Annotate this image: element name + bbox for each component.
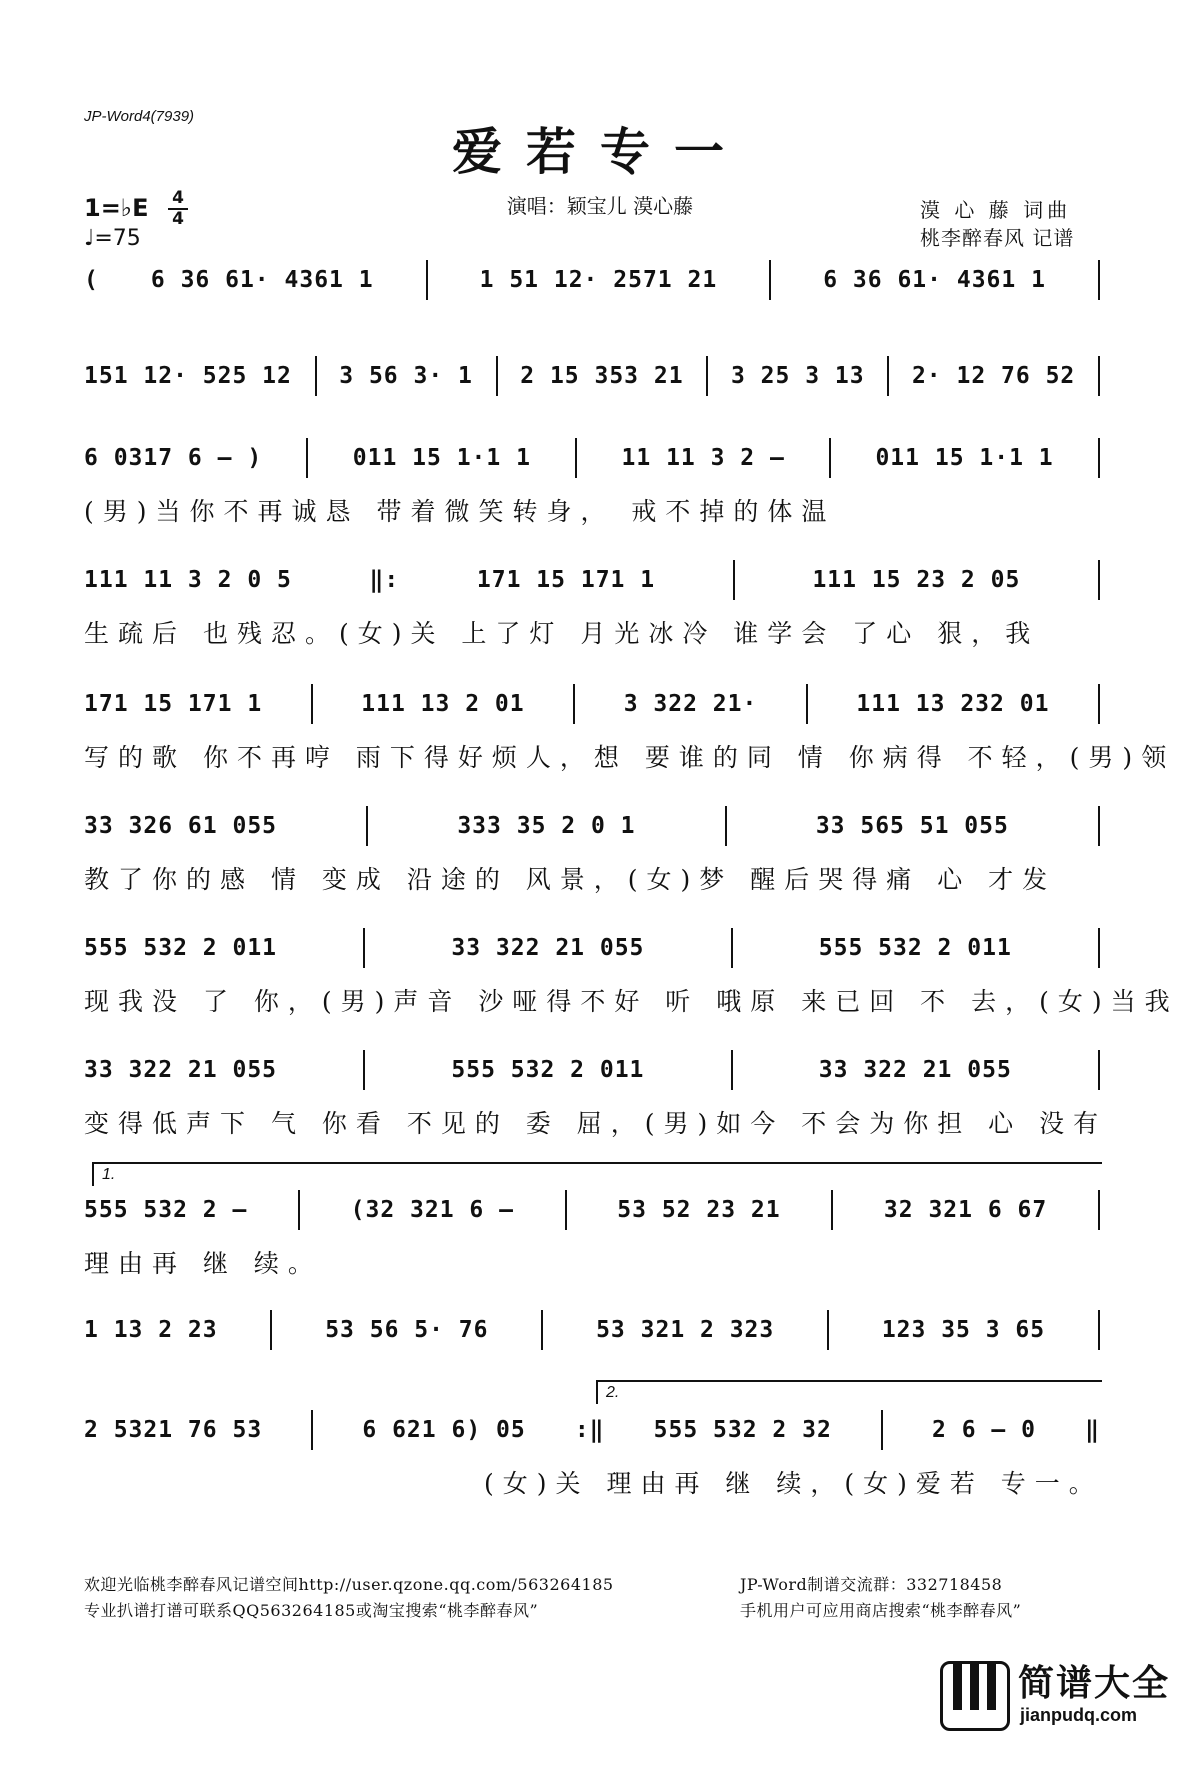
barline — [573, 684, 575, 724]
notes-row — [84, 1192, 1100, 1228]
second-ending-bracket — [596, 1380, 1102, 1404]
barline — [769, 260, 771, 300]
note-group: 011 15 1·1 1 — [875, 445, 1054, 471]
notes-row — [84, 440, 1100, 476]
barline — [1098, 806, 1100, 846]
barline — [311, 1410, 313, 1450]
barline — [363, 928, 365, 968]
repeat-end-barline: :‖ — [574, 1417, 605, 1443]
note-group: 555 532 2 – — [84, 1197, 248, 1223]
note-group: 2· 12 76 52 — [911, 363, 1076, 389]
note-group: 33 322 21 055 — [84, 1057, 278, 1083]
note-group: 33 326 61 055 — [84, 813, 278, 839]
barline — [270, 1310, 272, 1350]
note-group: 011 15 1·1 1 — [352, 445, 531, 471]
notes-row — [84, 562, 1100, 598]
footer-line-1-left: 欢迎光临桃李醉春风记谱空间http://user.qzone.qq.com/563264185 — [84, 1575, 614, 1594]
lyrics-line: 教了你的感 情 变成 沿途的 风景，(女)梦 醒后哭得痛 心 才发 — [84, 865, 1057, 894]
final-barline: ‖ — [1085, 1417, 1100, 1443]
notes-row — [84, 1052, 1100, 1088]
note-group: 6 621 6) 05 — [362, 1417, 526, 1443]
notes-row — [84, 808, 1100, 844]
footer-line-2-right: 手机用户可应用商店搜索“桃李醉春风” — [740, 1601, 1022, 1620]
note-group: 333 35 2 0 1 — [457, 813, 636, 839]
note-group: 555 532 2 011 — [451, 1057, 645, 1083]
song-title: 爱若专一 — [452, 122, 748, 181]
barline — [733, 560, 735, 600]
repeat-start-barline: ‖: — [369, 567, 400, 593]
lyrics-line: 变得低声下 气 你看 不见的 委 屈，(男)如今 不会为你担 心 没有 — [84, 1109, 1108, 1138]
barline — [831, 1190, 833, 1230]
meter-top: 4 — [172, 188, 184, 208]
barline — [1098, 260, 1100, 300]
barline — [541, 1310, 543, 1350]
barline — [827, 1310, 829, 1350]
lyrics-line: 现我没 了 你，(男)声音 沙哑得不好 听 哦原 来已回 不 去，(女)当我 — [84, 987, 1179, 1016]
note-group: 53 56 5· 76 — [325, 1317, 489, 1343]
note-group: 3 322 21· — [623, 691, 758, 717]
barline — [1098, 928, 1100, 968]
first-ending-bracket — [92, 1162, 1102, 1186]
barline — [806, 684, 808, 724]
note-group: 11 11 3 2 – — [621, 445, 785, 471]
note-group: 555 532 2 32 — [653, 1417, 832, 1443]
lyrics-line: 生疏后 也残忍。(女)关 上了灯 月光冰冷 谁学会 了心 狠，我 — [84, 619, 1040, 648]
note-group: 33 322 21 055 — [818, 1057, 1012, 1083]
barline — [1098, 1310, 1100, 1350]
barline — [575, 438, 577, 478]
note-group: 3 25 3 13 — [730, 363, 865, 389]
note-group: ( — [84, 267, 99, 293]
note-group: (32 321 6 – — [350, 1197, 514, 1223]
note-group: 111 13 2 01 — [361, 691, 525, 717]
barline — [366, 806, 368, 846]
barline — [731, 928, 733, 968]
barline — [315, 356, 317, 396]
notes-row — [84, 930, 1100, 966]
note-group: 6 36 61· 4361 1 — [823, 267, 1046, 293]
lyrics-line: (男)当你不再诚恳 带着微笑转身， 戒不掉的体温 — [84, 497, 836, 526]
notes-row — [84, 358, 1100, 394]
barline — [725, 806, 727, 846]
barline — [311, 684, 313, 724]
lyrics-line: 理由再 继 续。 — [84, 1249, 322, 1278]
barline — [426, 260, 428, 300]
barline — [1098, 1050, 1100, 1090]
note-group: 111 15 23 2 05 — [812, 567, 1021, 593]
barline — [706, 356, 708, 396]
notes-row — [84, 1412, 1100, 1448]
note-group: 33 322 21 055 — [451, 935, 645, 961]
note-group: 33 565 51 055 — [815, 813, 1009, 839]
note-group: 3 56 3· 1 — [339, 363, 473, 389]
lyrics-line: 写的歌 你不再哼 雨下得好烦人，想 要谁的同 情 你病得 不轻，(男)领 — [84, 743, 1176, 772]
note-group: 171 15 171 1 — [84, 691, 263, 717]
note-group: 123 35 3 65 — [881, 1317, 1046, 1343]
barline — [496, 356, 498, 396]
note-group: 2 15 353 21 — [520, 363, 684, 389]
time-signature — [168, 190, 188, 228]
footer-line-2-left: 专业扒谱打谱可联系QQ563264185或淘宝搜索“桃李醉春风” — [84, 1601, 539, 1620]
note-group: 1 51 12· 2571 21 — [479, 267, 718, 293]
note-group: 111 13 232 01 — [856, 691, 1050, 717]
barline — [731, 1050, 733, 1090]
note-group: 6 0317 6 – ) — [84, 445, 263, 471]
brand-name: 简谱大全 — [1018, 1663, 1171, 1704]
note-group: 6 36 61· 4361 1 — [150, 267, 374, 293]
note-group: 111 11 3 2 0 5 — [84, 567, 292, 593]
tempo-marking: ♩=75 — [84, 226, 141, 251]
notes-row — [84, 1312, 1100, 1348]
note-group: 53 321 2 323 — [596, 1317, 775, 1343]
note-group: 2 6 – 0 — [932, 1417, 1036, 1443]
note-group: 53 52 23 21 — [617, 1197, 781, 1223]
barline — [1098, 560, 1100, 600]
barline — [1098, 684, 1100, 724]
composer-credit: 漠 心 藤 词曲 — [920, 198, 1072, 222]
barline — [298, 1190, 300, 1230]
lyrics-line: (女)关 理由再 继 续，(女)爱若 专一。 — [484, 1469, 1103, 1498]
barline — [1098, 438, 1100, 478]
barline — [829, 438, 831, 478]
barline — [887, 356, 889, 396]
note-group: 555 532 2 011 — [84, 935, 278, 961]
barline — [565, 1190, 567, 1230]
barline — [881, 1410, 883, 1450]
notes-row — [84, 262, 1100, 298]
second-ending-label: 2. — [606, 1384, 620, 1401]
note-group: 2 5321 76 53 — [84, 1417, 263, 1443]
barline — [1098, 356, 1100, 396]
note-group: 151 12· 525 12 — [84, 363, 292, 389]
note-group: 32 321 6 67 — [883, 1197, 1048, 1223]
site-brand — [940, 1655, 1176, 1745]
barline — [1098, 1190, 1100, 1230]
notes-row — [84, 686, 1100, 722]
note-group: 1 13 2 23 — [84, 1317, 218, 1343]
footer-line-1-right: JP-Word制谱交流群：332718458 — [740, 1575, 1003, 1594]
singer-credit: 演唱：颖宝儿 漠心藤 — [506, 194, 694, 218]
brand-url: jianpudq.com — [1020, 1705, 1137, 1725]
meter-bottom: 4 — [172, 209, 184, 229]
barline — [306, 438, 308, 478]
piano-icon — [940, 1661, 1010, 1731]
note-group: 171 15 171 1 — [476, 567, 656, 593]
note-group: 555 532 2 011 — [818, 935, 1012, 961]
barline — [363, 1050, 365, 1090]
software-label: JP-Word4(7939) — [84, 108, 195, 125]
first-ending-label: 1. — [102, 1166, 116, 1183]
key-signature: 1=♭E — [84, 194, 149, 222]
transcriber-credit: 桃李醉春风 记谱 — [920, 226, 1075, 250]
